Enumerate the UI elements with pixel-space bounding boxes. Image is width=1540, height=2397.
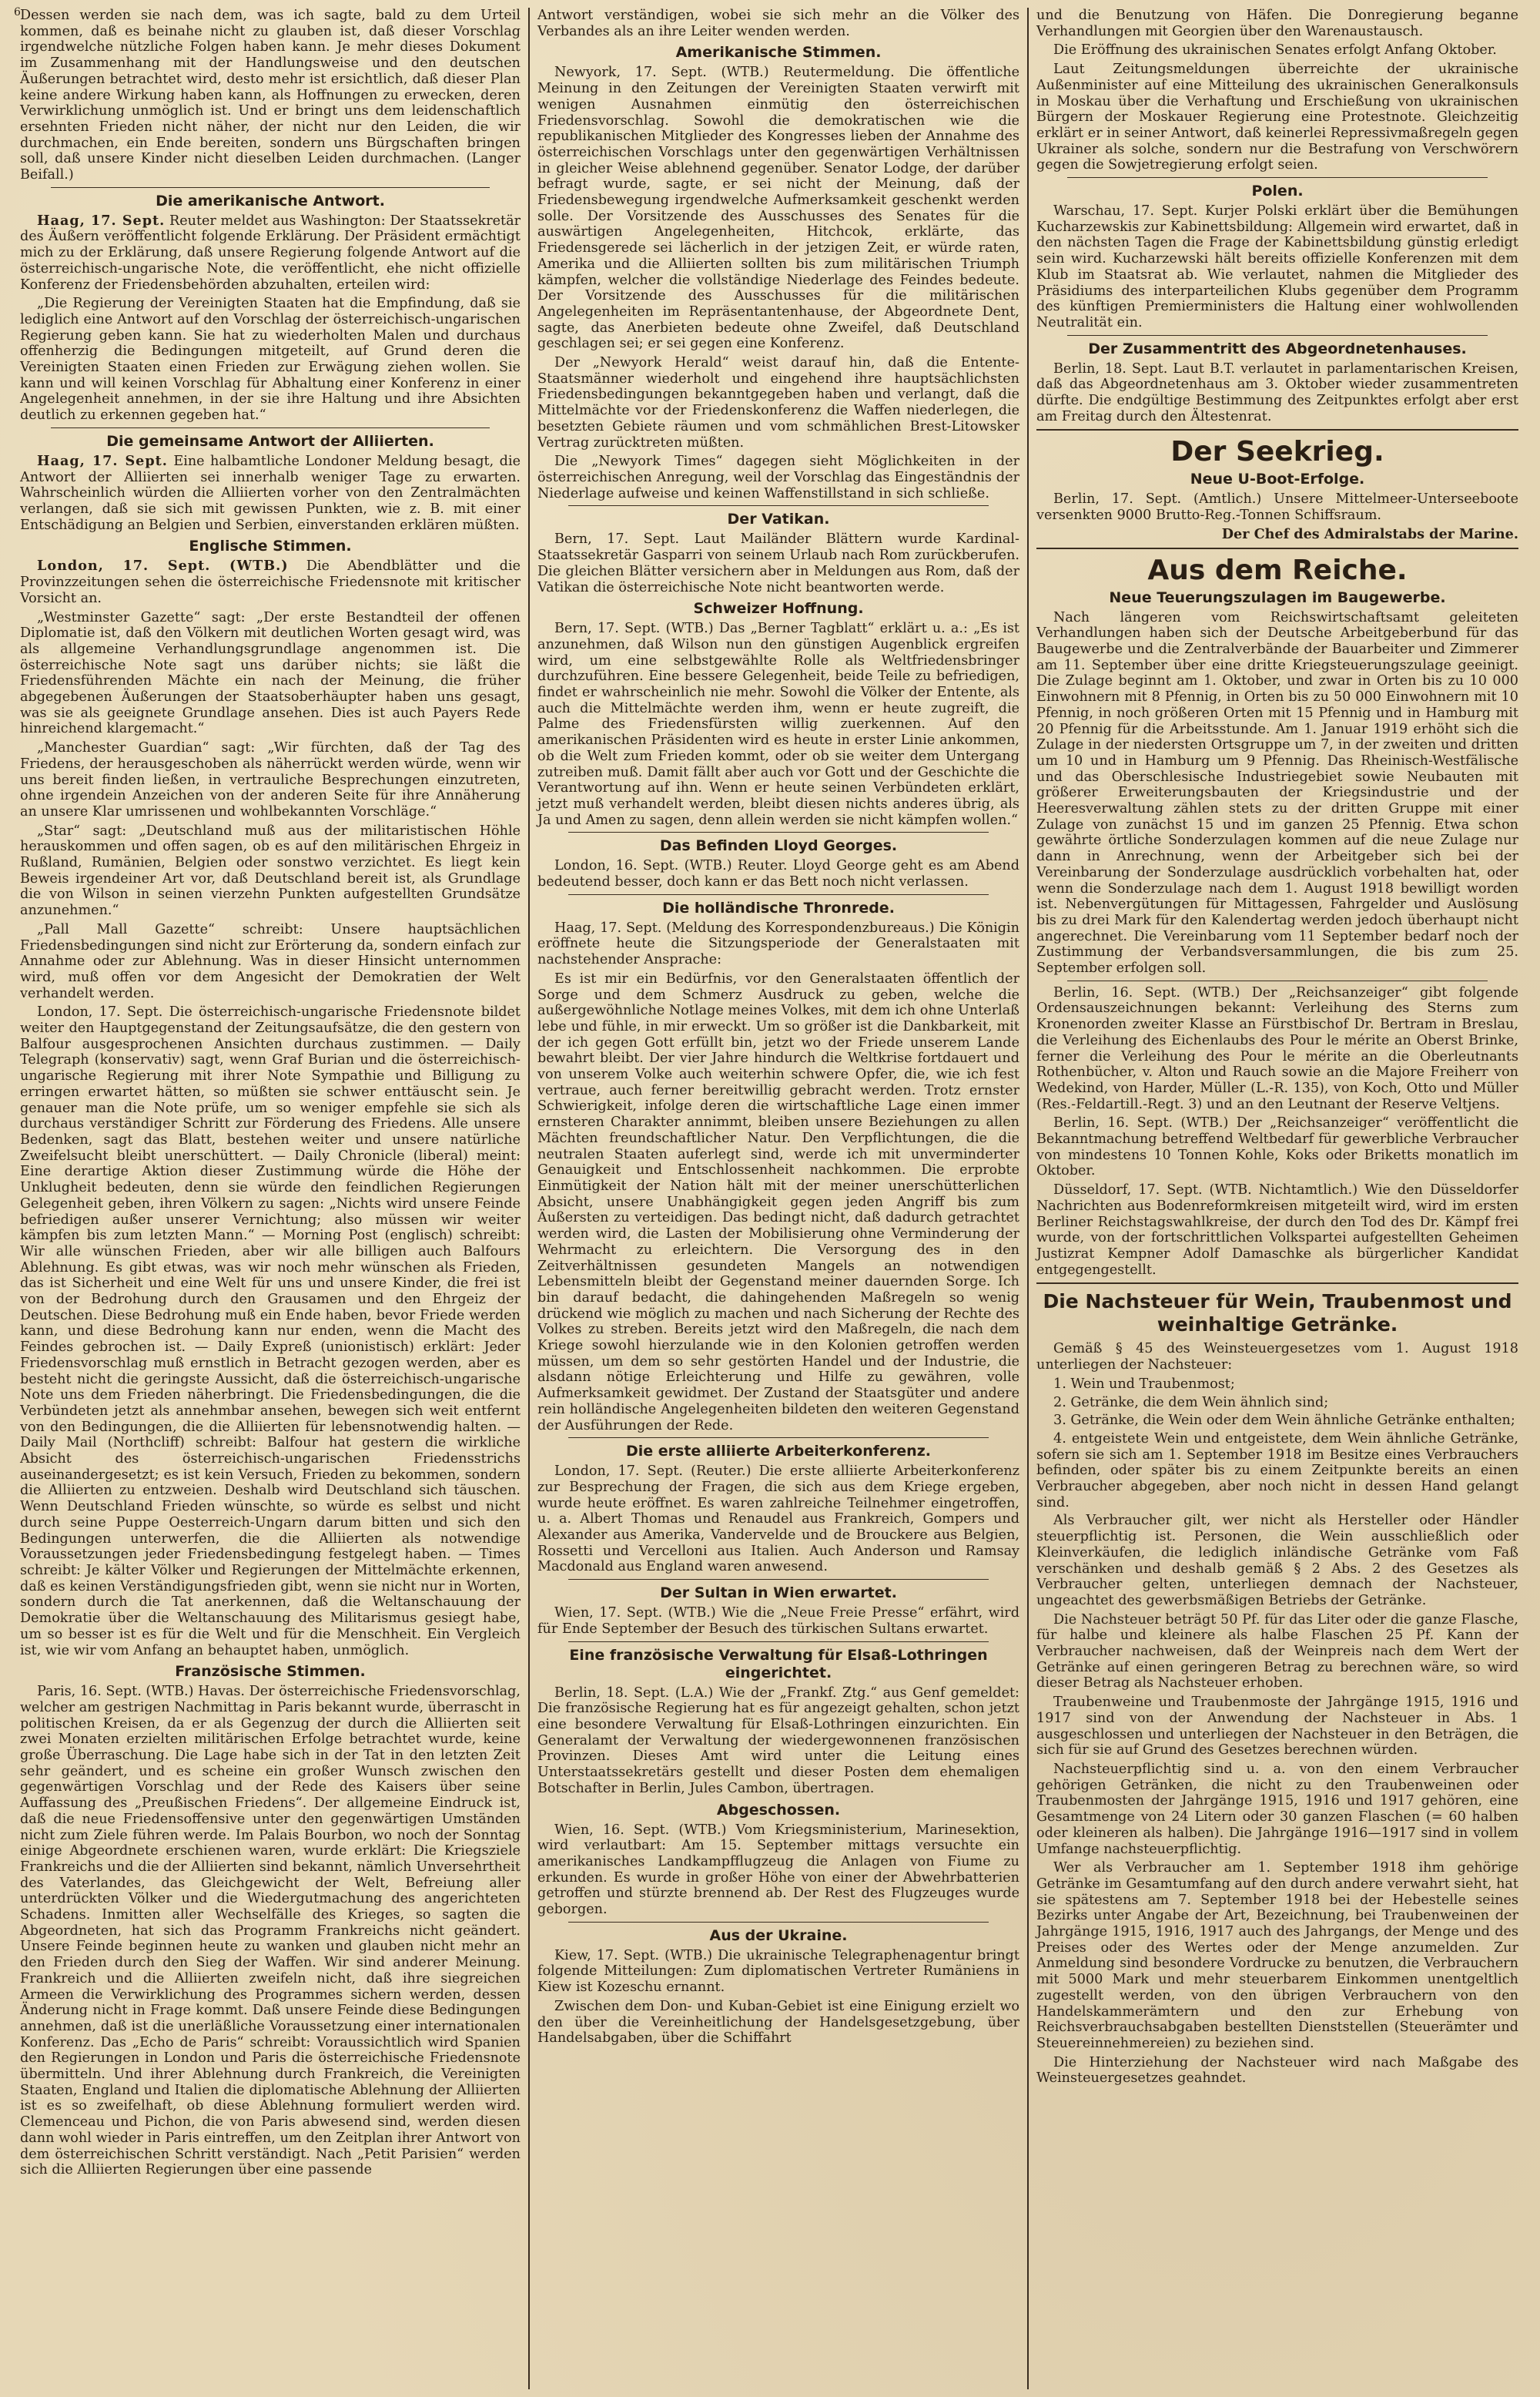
article-paragraph: Berlin, 16. Sept. (WTB.) Der „Reichsanzeiger“ veröffentlicht die Bekanntmachung betreffend Weltbedarf für gewerbliche Verbraucher von mindestens 10 Tonnen Kohle, Koks oder Briketts monatlich im Oktober. bbox=[1036, 1115, 1518, 1179]
list-item: 3. Getränke, die Wein oder dem Wein ähnliche Getränke enthalten; bbox=[1053, 1413, 1515, 1429]
dateline: Haag, 17. Sept. bbox=[37, 212, 166, 229]
divider bbox=[568, 832, 989, 833]
headline-amerikanische-antwort: Die amerikanische Antwort. bbox=[156, 192, 385, 210]
headline-sultan: Der Sultan in Wien erwartet. bbox=[660, 1584, 897, 1602]
article-paragraph: Düsseldorf, 17. Sept. (WTB. Nichtamtlich.) Wie den Düsseldorfer Nachrichten aus Bodenreformkreisen mitgeteilt wird, wird im ersten Berliner Reichstagswahlkreise, der durch den Tod des Dr. Kämpf frei wurde, von der fortschrittlichen Volkspartei aufgestellten Geheimen Justizrat Kempner Adolf Damaschke als bürgerlicher Kandidat entgegengestellt. bbox=[1036, 1182, 1518, 1278]
headline-englische-stimmen: Englische Stimmen. bbox=[189, 538, 352, 555]
headline-polen: Polen. bbox=[1251, 183, 1304, 200]
article-paragraph: Nachsteuerpflichtig sind u. a. von den einem Verbraucher gehörigen Getränken, die nicht zu den Traubenweinen oder Traubenmosten der Jahrgänge 1915, 1916 und 1917 gehören, eine Gesamtmenge von 24 Litern oder 30 ganzen Flaschen (= 60 halben oder kleineren als halben). Die Jahrgänge 1916—1917 sind in vollem Umfange nachsteuerpflichtig. bbox=[1036, 1761, 1518, 1857]
divider bbox=[568, 1641, 989, 1642]
headline-abgeordnetenhaus: Der Zusammentritt des Abgeordnetenhauses. bbox=[1088, 340, 1467, 357]
headline-nachsteuer: Die Nachsteuer für Wein, Traubenmost und weinhaltige Getränke. bbox=[1043, 1290, 1512, 1336]
article-paragraph: „Die Regierung der Vereinigten Staaten hat die Empfindung, daß sie lediglich eine Antwort auf den Vorschlag der österreichisch-ungarischen Regierung geben kann. Sie hat zu wiederholten Malen und durchaus offenherzig die Bedingungen mitgeteilt, auf Grund deren die Vereinigten Staaten einen Frieden zur Erwägung ziehen wollen. Sie kann und will keinen Vorschlag für Abhaltung einer Konferenz in einer Angelegenheit annehmen, in der sie ihre Haltung und ihre Absichten deutlich zu erkennen gegeben hat.“ bbox=[20, 296, 521, 424]
article-paragraph: „Star“ sagt: „Deutschland muß aus der militaristischen Höhle herauskommen und offen sagen, ob es auf den militärischen Ehrgeiz in Rußland, Rumänien, Belgien oder sonstwo verzichtet. Es liegt kein Beweis irgendeiner Art vor, daß Deutschland bereit ist, als Grundlage die von Wilson in seinen vierzehn Punkten aufgestellten Grundsätze anzunehmen.“ bbox=[20, 823, 521, 919]
article-paragraph: „Westminster Gazette“ sagt: „Der erste Bestandteil der offenen Diplomatie ist, daß den Völkern mit deutlichen Worten gesagt wird, was als allgemeine Verhandlungsgrundlage angenommen ist. Die österreichische Note sagt uns darüber nichts; sie läßt die Friedensführenden Mächte ein nach der Meinung, die früher abgegebenen Äußerungen der Staatsoberhäupter haben uns gesagt, was sie als geeignete Grundlage ansehen. Dies ist auch Payers Rede hinreichend klargemacht.“ bbox=[20, 609, 521, 737]
divider bbox=[1067, 335, 1488, 336]
dateline: Haag, 17. Sept. bbox=[37, 452, 168, 469]
dateline: London, 17. Sept. (WTB.) bbox=[37, 558, 289, 575]
divider bbox=[51, 187, 490, 188]
article-paragraph: Antwort verständigen, wobei sie sich mehr an die Völker des Verbandes als an ihre Leiter wenden werden. bbox=[537, 8, 1019, 39]
article-paragraph: Traubenweine und Traubenmoste der Jahrgänge 1915, 1916 und 1917 sind von der Anwendung der Nachsteuer in Abs. 1 ausgeschlossen und unterliegen der Nachsteuer in den Beträgen, die sich für sie auf Grund des Gesetzes berechnen würden. bbox=[1036, 1695, 1518, 1758]
article-paragraph bbox=[20, 454, 521, 534]
headline-lloyd-george: Das Befinden Lloyd Georges. bbox=[659, 837, 898, 855]
headline-vatikan: Der Vatikan. bbox=[727, 511, 830, 528]
divider bbox=[568, 894, 989, 895]
divider bbox=[568, 1579, 989, 1580]
article-paragraph: Wien, 16. Sept. (WTB.) Vom Kriegsministerium, Marinesektion, wird verlautbart: Am 15. September mittags versuchte ein amerikanisches Landkampfflugzeug die Anlagen von Fiume zu erkunden. Es wurde in großer Höhe von einer der Abwehrbatterien getroffen und stürzte brennend ab. Der Rest des Flugzeuges wurde geborgen. bbox=[537, 1822, 1019, 1918]
article-text: Reuter meldet aus Washington: Der Staatssekretär des Äußern veröffentlicht folgende Erklärung. Der Präsident ermächtigt mich zu der Erklärung, daß unsere Regierung folgende Antwort auf die österreichisch-ungarische Note, die veröffentlicht, ehe nicht offizielle Konferenz der Friedensbehörden abzuhalten, erteilen wird: bbox=[20, 213, 521, 293]
article-paragraph: Kiew, 17. Sept. (WTB.) Die ukrainische Telegraphenagentur bringt folgende Mitteilungen: Zum diplomatischen Vertreter Rumäniens in Kiew ist Kozeschu ernannt. bbox=[537, 1947, 1019, 1996]
headline-ukraine: Aus der Ukraine. bbox=[709, 1926, 848, 1944]
subheadline-teuerungszulagen: Neue Teuerungszulagen im Baugewerbe. bbox=[1109, 588, 1446, 606]
article-paragraph: London, 17. Sept. (Reuter.) Die erste alliierte Arbeiterkonferenz zur Besprechung der Fragen, die sich aus dem Kriege ergeben, wurde heute eröffnet. Es waren zahlreiche Teilnehmer eingetroffen, u. a. Albert Thomas und Renaudel aus Frankreich, Gompers und Alexander aus Amerika, Vandervelde und de Brouckere aus Belgien, Rossetti und Vercelloni aus Italien. Auch Anderson und Ramsay Macdonald aus England waren anwesend. bbox=[537, 1463, 1019, 1575]
article-paragraph: Berlin, 18. Sept. Laut B.T. verlautet in parlamentarischen Kreisen, daß das Abgeordnetenhaus am 3. Oktober wieder zusammentreten dürfte. Die endgültige Bestimmung des Zeitpunktes erfolgt aber erst am Freitag durch den Ältestenrat. bbox=[1036, 360, 1518, 424]
article-paragraph: „Pall Mall Gazette“ schreibt: Unsere hauptsächlichen Friedensbedingungen sind nicht zur Erörterung da, sondern einfach zur Annahme oder zur Ablehnung. Was in dieser Hinsicht unternommen wird, muß offen vor dem Angesicht der Demokratien der Welt verhandelt werden. bbox=[20, 921, 521, 1001]
signature: Der Chef des Admiralstabs der Marine. bbox=[1221, 525, 1518, 542]
list-item: 4. entgeistete Wein und entgeistete, dem Wein ähnliche Getränke, sofern sie sich am 1. September 1918 im Besitze eines Verbrauchers befinden, oder später bis zu einem Zeitpunkte bereits an einen Verbraucher abgegeben, aber noch nicht in dessen Hand gelangt sind. bbox=[1036, 1430, 1518, 1510]
article-paragraph: London, 17. Sept. Die österreichisch-ungarische Friedensnote bildet weiter den Hauptgegenstand der Zeitungsaufsätze, die den gestern von Balfour ausgesprochenen Ansichten durchaus zustimmen. — Daily Telegraph (konservativ) sagt, wenn Graf Burian und die österreichisch-ungarische Regierung mit ihrer Note Sympathie und Billigung zu erringen erwartet hätten, so müßten sie schwer enttäuscht sein. Je genauer man die Note prüfe, um so weniger empfehle sie sich als durchaus verständiger Schritt zur Förderung des Friedens. Alle unsere Bedenken, sagt das Blatt, bestehen weiter und unsere natürliche Zweifelsucht bleibt unerschüttert. — Daily Chronicle (liberal) meint: Eine derartige Aktion dieser Zustimmung würde die Höhe der Unklugheit bedeuten, denn sie würde den feindlichen Regierungen Gelegenheit geben, ihren Völkern zu sagen: „Nichts wird unsere Feinde befriedigen außer unserer Vernichtung; also müssen wir weiter kämpfen bis zum letzten Mann.“ — Morning Post (englisch) schreibt: Wir alle wünschen Frieden, aber wir alle billigen auch Balfours Ablehnung. Es gibt etwas, was wir noch mehr wünschen als Frieden, das ist Sicherheit und eine Welt für uns und unsere Kinder, die frei ist von der Bedrohung durch den Grausamen und den Ehrgeiz der Deutschen. Diese Bedrohung muß ein Ende haben, bevor Friede werden kann, und diese Bedrohung kann nur enden, wenn die Macht des Feindes gebrochen ist. — Daily Expreß (unionistisch) erklärt: Jeder Friedensvorschlag muß ernstlich in Betracht gezogen werden, aber es besteht nicht die geringste Aussicht, daß die österreichisch-ungarische Note uns dem Frieden näherbringt. Die Friedensbedingungen, die die Verbündeten jetzt als annehmbar ansehen, bewegen sich weit entfernt von den Bedingungen, die die Alliierten für lebensnotwendig halten. — Daily Mail (Northcliff) schreibt: Balfour hat gestern die wirkliche Absicht des österreichisch-ungarischen Friedensstrichs auseinandergesetzt; es ist kein Versuch, Frieden zu bekommen, sondern die Alliierten zu entzweien. Deshalb wird Deutschland sich täuschen. Wenn Deutschland Frieden wünschte, so würde es selbst und nicht durch seine Puppe Oesterreich-Ungarn darum bitten und sich den Bedingungen unterwerfen, die die Alliierten als notwendige Voraussetzungen jeder Friedensbedingung festgelegt haben. — Times schreibt: Je kälter Völker und Regierungen der Mittelmächte erkennen, daß es keinen Verständigungsfrieden gibt, wenn sie nicht nur in Worten, sondern durch die Tat anerkennen, daß die Weltanschauung der Demokratie über die Weltanschauung des Militarismus gesiegt habe, um so besser ist es für die Welt und für die Menschheit. Ein Vergleich ist, wie wir vom Anfang an behauptet haben, unmöglich. bbox=[20, 1004, 521, 1658]
article-paragraph: Wer als Verbraucher am 1. September 1918 ihm gehörige Getränke im Gesamtumfang auf den durch andere verwahrt sieht, hat sie spätestens am 7. September 1918 bei der Hebestelle seines Bezirks unter Angabe der Art, Bezeichnung, bei Traubenweinen der Jahrgänge 1915, 1916, 1917 auch des Jahrgangs, der Menge und des Preises oder des Wertes oder der Menge anzumelden. Zur Anmeldung sind besondere Vordrucke zu benutzen, die Verbrauchern mit 5000 Mark und mehr steuerbarem Einkommen unentgeltlich zugestellt werden, von den übrigen Verbrauchern von den Handelskammerämtern und den zur Erhebung von Reichsverbrauchsabgaben bestellten Dienststellen (Steuerämter und Steuereinnehmereien) zu beziehen sind. bbox=[1036, 1860, 1518, 2051]
article-paragraph: Der „Newyork Herald“ weist darauf hin, daß die Entente-Staatsmänner wiederholt und eingehend ihre hauptsächlichsten Friedensbedingungen bekanntgegeben haben und verlangt, daß die Mittelmächte vor der Friedenskonferenz die Waffen niederlegen, die besetzten Gebiete räumen und vom schmählichen Brest-Litowsker Vertrag zurücktreten müßten. bbox=[537, 355, 1019, 451]
article-paragraph bbox=[20, 558, 521, 606]
article-paragraph: Berlin, 17. Sept. (Amtlich.) Unsere Mittelmeer-Unterseeboote versenkten 9000 Brutto-Reg.-Tonnen Schiffsraum. bbox=[1036, 491, 1518, 524]
headline-amerikanische-stimmen: Amerikanische Stimmen. bbox=[675, 44, 882, 62]
divider bbox=[568, 1922, 989, 1923]
article-paragraph: Die Hinterziehung der Nachsteuer wird nach Maßgabe des Weinsteuergesetzes geahndet. bbox=[1036, 2054, 1518, 2087]
headline-arbeiterkonferenz: Die erste alliierte Arbeiterkonferenz. bbox=[626, 1443, 931, 1460]
article-paragraph: und die Benutzung von Häfen. Die Donregierung beganne Verhandlungen mit Georgien über den Warenaustausch. bbox=[1036, 8, 1518, 39]
article-paragraph: Nach längeren vom Reichswirtschaftsamt geleiteten Verhandlungen haben sich der Deutsche Arbeitgeberbund für das Baugewerbe und die Zentralverbände der Bauarbeiter und Zimmerer am 11. September über eine dritte Kriegsteuerungszulage geeinigt. Die Zulage beginnt am 1. Oktober, und zwar in Orten bis zu 10 000 Einwohnern mit 8 Pfennig, in Orten bis zu 50 000 Einwohnern mit 10 Pfennig, in noch größeren Orten mit 15 Pfennig und in Hamburg mit 20 Pfennig für die Arbeitsstunde. Am 1. Januar 1919 erhöht sich die Zulage in der niedersten Ortsgruppe um 7, in der zweiten und dritten um 10 und in Hamburg um 9 Pfennig. Das Rheinisch-Westfälische und das Oberschlesische Industriegebiet sowie Neubauten mit größerer Erweiterungsbauten der Kriegsindustrie und der Heeresverwaltung zählen stets zu der dritten Gruppe mit einer Zulage von zunächst 15 und im ganzen 25 Pfennig. Etwa schon gewährte örtliche Sonderzulagen kommen auf die neue Zulage nur dann in Anrechnung, wenn der Arbeitgeber sich bei der Vereinbarung der Sonderzulage ausdrücklich vorbehalten hat, oder wenn die Sonderzulage nach dem 1. August 1918 bewilligt worden ist. Nebenvergütungen für Mittagessen, Fahrgelder und Auslösung bis zu drei Mark für den Kalendertag werden jedoch überhaupt nicht angerechnet. Die Vereinbarung vom 11 September bedarf noch der Zustimmung der Verbandsversammlungen, die bis zum 25. September erfolgen soll. bbox=[1036, 609, 1518, 977]
article-text: Eine halbamtliche Londoner Meldung besagt, die Antwort der Alliierten sei innerhalb weniger Tage zu erwarten. Wahrscheinlich würden die Alliierten vorher von den Zentralmächten verlangen, daß sie sich mit gewissen Punkten, wie z. B. mit einer Entschädigung an Belgien und Serbien, einverstanden erklären müßten. bbox=[20, 453, 521, 533]
article-paragraph: Als Verbraucher gilt, wer nicht als Hersteller oder Händler steuerpflichtig ist. Personen, die Wein ausschließlich oder Kleinverkäufen, die lediglich inländische Getränke vom Faß verschänken und deshalb gemäß § 2 Abs. 2 des Gesetzes als Verbraucher gelten, unterliegen demnach der Nachsteuer, ungeachtet des gewerbsmäßigen Betriebs der Getränke. bbox=[1036, 1513, 1518, 1608]
article-paragraph: Es ist mir ein Bedürfnis, vor den Generalstaaten öffentlich der Sorge und dem Schmerz Ausdruck zu geben, welche die außergewöhnliche Notlage meines Volkes, mit dem ich ohne Unterlaß lebe und fühle, in mir erweckt. Um so größer ist die Dankbarkeit, mit der ich gegen Gott erfüllt bin, jetzt wo der Friede unserem Lande bewahrt bleibt. Der vier Jahre hindurch die Weltkrise fortdauert und von unserem Volke auch weiterhin schwere Opfer, die, wie ich fest vertraue, auch ferner bereitwillig gebracht werden. Trotz ernster Schwierigkeit, infolge deren die wirtschaftliche Lage einen immer ernsteren Charakter annimmt, bleiben unsere Beziehungen zu allen Mächten freundschaftlicher Natur. Den Verpflichtungen, die die neutralen Staaten auferlegt sind, werde ich mit unverminderter Genauigkeit und Entschlossenheit nachkommen. Die erprobte Einmütigkeit der Nation hält mit der meiner unerschütterlichen Absicht, unsere Unabhängigkeit gegen jeden Angriff bis zum Äußersten zu verteidigen. Das bedingt nicht, daß dadurch getrachtet werden wird, die Lasten der Mobilisierung ohne Verminderung der Wehrmacht zu erleichtern. Die Versorgung des in den Zeitverhältnissen gesundeten Mangels an notwendigen Lebensmitteln bleibt der Gegenstand meiner dauernden Sorge. Ich bin darauf bedacht, die dahingehenden Maßregeln so wenig drückend wie möglich zu machen und nach Sicherung der Rechte des Volkes zu streben. Bereits jetzt wird den Maßregeln, die nach dem Kriege sowohl hierzulande wie in den Kolonien getroffen werden müssen, um dem so sehr gestörten Handel und der Industrie, die alsdann nötige Erleichterung und Hilfe zu gewähren, volle Aufmerksamkeit gewidmet. Der Zustand der Staatsgüter und andere rein holländische Angelegenheiten bildeten den weiteren Gegenstand der Ausführungen der Rede. bbox=[537, 971, 1019, 1433]
article-paragraph: Haag, 17. Sept. (Meldung des Korrespondenzbureaus.) Die Königin eröffnete heute die Sitzungsperiode der Generalstaaten mit nachstehender Ansprache: bbox=[537, 920, 1019, 968]
columns bbox=[12, 8, 1528, 2389]
headline-gemeinsame-antwort: Die gemeinsame Antwort der Alliierten. bbox=[106, 432, 434, 450]
article-paragraph: Berlin, 18. Sept. (L.A.) Wie der „Frankf. Ztg.“ aus Genf gemeldet: Die französische Regierung hat es für angezeigt gehalten, schon jetzt eine besondere Verwaltung für Elsaß-Lothringen einzurichten. Ein Generalamt der Verwaltung der wiedergewonnenen französischen Provinzen. Dieses Amt wird unter die Leitung eines Unterstaatssekretärs gestellt und dieser Posten dem ehemaligen Botschafter in Berlin, Jules Cambon, übertragen. bbox=[537, 1685, 1019, 1796]
article-paragraph: Die Nachsteuer beträgt 50 Pf. für das Liter oder die ganze Flasche, für halbe und kleinere als halbe Flaschen 25 Pf. Kann der Verbraucher nachweisen, daß der Weinpreis nach dem Wert der Getränke auf einen geringeren Betrag zu berechnen wäre, so wird dieser Betrag als Nachsteuer erhoben. bbox=[1036, 1611, 1518, 1691]
headline-seekrieg: Der Seekrieg. bbox=[1170, 436, 1384, 468]
article-paragraph: Die Eröffnung des ukrainischen Senates erfolgt Anfang Oktober. bbox=[1053, 42, 1497, 59]
article-paragraph: Berlin, 16. Sept. (WTB.) Der „Reichsanzeiger“ gibt folgende Ordensauszeichnungen bekannt: Verleihung des Sterns zum Kronenorden zweiter Klasse an Fürstbischof Dr. Bertram in Breslau, die Verleihung des Eichenlaubs des Pour le mérite an Oberst Brinke, ferner die Verleihung des Pour le mérite an die Oberleutnants Rothenbücher, v. Alton und Rauch sowie an die Majore Freiherr von Wedekind, von Harder, Müller (L.-R. 135), von Koch, Otto und Müller (Res.-Feldartill.-Regt. 3) und an den Leutnant der Reserve Veltjens. bbox=[1036, 984, 1518, 1112]
article-paragraph: Wien, 17. Sept. (WTB.) Wie die „Neue Freie Presse“ erfährt, wird für Ende September der Besuch des türkischen Sultans erwartet. bbox=[537, 1605, 1019, 1637]
headline-abgeschossen: Abgeschossen. bbox=[716, 1801, 841, 1819]
list-item: 1. Wein und Traubenmost; bbox=[1053, 1376, 1235, 1392]
article-paragraph bbox=[20, 213, 521, 293]
article-paragraph: Gemäß § 45 des Weinsteuergesetzes vom 1. August 1918 unterliegen der Nachsteuer: bbox=[1036, 1341, 1518, 1373]
article-paragraph: Die „Newyork Times“ dagegen sieht Möglichkeiten in der österreichischen Anregung, weil der Vorschlag das Eingeständnis der Niederlage aufweise und keinen Waffenstillstand in sich schließe. bbox=[537, 454, 1019, 501]
article-paragraph: Newyork, 17. Sept. (WTB.) Reutermeldung. Die öffentliche Meinung in den Zeitungen der Vereinigten Staaten verwirft mit wenigen Ausnahmen einmütig den österreichischen Friedensvorschlag. Sowohl die demokratischen wie die republikanischen Mitglieder des Kongresses lieben der Annahme des österreichischen Vorschlags unter den gegenwärtigen Verhältnissen in gleicher Weise ablehnend gegenüber. Senator Lodge, der darüber befragt wurde, sagte, er sei nicht der Meinung, daß der Friedensbewegung irgendwelche Aufmerksamkeit geschenkt werden solle. Der Vorsitzende des Ausschusses des Senates für die auswärtigen Angelegenheiten, Hitchcok, erklärte, das Friedensgerede sei lächerlich in der jetzigen Zeit, er würde raten, Amerika und die Alliierten sollten bis zum militärischen Triumph kämpfen, welcher die vollständige Niederlage des Feindes bedeute. Der Vorsitzende des Ausschusses für die militärischen Angelegenheiten im Repräsentantenhause, der Abgeordnete Dent, sagte, das Anerbieten bedeute ohne Zweifel, daß Deutschland geschlagen sei; er sei gegen eine Konferenz. bbox=[537, 65, 1019, 352]
article-paragraph: Laut Zeitungsmeldungen überreichte der ukrainische Außenminister auf eine Mitteilung des ukrainischen Generalkonsuls in Moskau über die Verhaftung und Erschießung von ukrainischen Bürgern der Moskauer Regierung eine Protestnote. Gleichzeitig erklärt er in seiner Antwort, daß keinerlei Repressivmaßregeln gegen Ukrainer als solche, sondern nur die Bestrafung von Verschwörern gegen die Sowjetregierung erfolgt seien. bbox=[1036, 62, 1518, 173]
headline-franzoesische-stimmen: Französische Stimmen. bbox=[175, 1663, 366, 1681]
divider bbox=[568, 1437, 989, 1438]
divider bbox=[1036, 1282, 1518, 1284]
divider bbox=[568, 505, 989, 506]
column-1 bbox=[12, 8, 528, 2389]
divider bbox=[1036, 548, 1518, 549]
column-3 bbox=[1027, 8, 1526, 2389]
article-paragraph: Warschau, 17. Sept. Kurjer Polski erklärt über die Bemühungen Kucharzewskis zur Kabinettsbildung: Allgemein wird erwartet, daß in den nächsten Tagen die Frage der Kabinettsbildung günstig erledigt sein wird. Kucharzewski hält bereits offizielle Konferenzen mit dem Klub im Staatsrat ab. Wie verlautet, nahmen die Mitglieder des Präsidiums des interparteilichen Klubs gegenüber dem Programm des künftigen Premierministers die Haltung einer wohlwollenden Neutralität ein. bbox=[1036, 203, 1518, 330]
article-paragraph: „Manchester Guardian“ sagt: „Wir fürchten, daß der Tag des Friedens, der herausgeschoben als näherrückt werden würde, wenn wir uns bereit finden ließen, in vertrauliche Besprechungen einzutreten, ohne irgendein Anzeichen von der anderen Seite für ihre Annäherung an unsere Klar umrissenen und wohlbekannten Vorschläge.“ bbox=[20, 740, 521, 820]
headline-elsass-lothringen: Eine französische Verwaltung für Elsaß-Lothringen eingerichtet. bbox=[569, 1646, 988, 1681]
divider bbox=[1067, 177, 1488, 178]
article-paragraph: Paris, 16. Sept. (WTB.) Havas. Der österreichische Friedensvorschlag, welcher am gestrigen Nachmittag in Paris bekannt wurde, überrascht in politischen Kreisen, da er als Gegenzug der durch die Alliierten seit zwei Monaten erzielten militärischen Erfolge betrachtet wurde, keine große Überraschung. Die Lage habe sich in der Tat in den letzten Zeit sehr geändert, und es scheine ein großer Wunsch zwischen den gegenwärtigen Vorschlag und der Rede des Kaisers über seine Auffassung des „Preußischen Friedens“. Der allgemeine Eindruck ist, daß die neue Friedensoffensive unter den gegenwärtigen Umständen nicht zum Ziele führen werde. Im Palais Bourbon, wo noch der Sonntag einige Abgeordnete erschienen waren, wurde erklärt: Die Kriegsziele Frankreichs und die der Alliierten sind bekannt, nämlich Unversehrtheit des Vaterlandes, das Gleichgewicht der Welt, Befreiung aller unterdrückten Völker und die Wiedergutmachung des angerichteten Schadens. Inmitten aller Wechselfälle des Krieges, so sagten die Abgeordneten, hat sich das Programm Frankreichs nicht geändert. Unsere Feinde beginnen heute zu wanken und glauben nicht mehr an den Frieden durch den Sieg der Waffen. Wir sind anderer Meinung. Frankreich und die Alliierten zweifeln nicht, daß ihre siegreichen Armeen die Verwirklichung des Programmes sichern werden, dessen Änderung nicht in Frage kommt. Daß unsere Feinde diese Bedingungen annehmen, daß ist die unerläßliche Voraussetzung einer internationalen Konferenz. Das „Echo de Paris“ schreibt: Voraussichtlich wird Spanien den Regierungen in London und Paris die österreichische Friedensnote übermitteln. Und ihrer Ablehnung durch Frankreich, die Vereinigten Staaten, England und Italien die diplomatische Ablehnung der Alliierten ist es so zweifelhaft, ob diese Ablehnung formuliert werden wird. Clemenceau und Pichon, die von Paris abwesend sind, werden diesen dann wohl wieder in Paris eintreffen, um den Zeitplan ihrer Antwort von dem österreichischen Schritt verständigt. Nach „Petit Parisien“ werden sich die Alliierten Regierungen über eine passende bbox=[20, 1684, 521, 2178]
divider bbox=[51, 427, 490, 428]
headline-aus-dem-reiche: Aus dem Reiche. bbox=[1147, 554, 1408, 586]
item-list bbox=[1036, 1376, 1518, 1511]
list-item: 2. Getränke, die dem Wein ähnlich sind; bbox=[1053, 1394, 1329, 1410]
headline-hollaendische-thronrede: Die holländische Thronrede. bbox=[662, 899, 895, 917]
page-number: 6 bbox=[14, 6, 21, 18]
article-paragraph: London, 16. Sept. (WTB.) Reuter. Lloyd George geht es am Abend bedeutend besser, doch kann er das Bett noch nicht verlassen. bbox=[537, 858, 1019, 890]
divider bbox=[1036, 429, 1518, 431]
article-paragraph: Dessen werden sie nach dem, was ich sagte, bald zu dem Urteil kommen, daß es beinahe nicht zu glauben ist, daß dieser Vorschlag irgendwelche nützliche Folgen haben kann. Je mehr dieses Dokument im Zusammenhang mit der Handlungsweise und den deutschen Äußerungen betrachtet wird, desto mehr ist ersichtlich, daß dieser Plan keine andere Wirkung haben kann, als Hoffnungen zu erwecken, deren Verwirklichung unmöglich ist. Und er bringt uns dem leidenschaftlich ersehnten Frieden nicht näher, der nicht nur den Leiden, die wir durchmachen, ein Ende bereiten, sondern uns Bürgschaften bringen soll, daß unsere Kinder nicht dieselben Leiden durchmachen. (Langer Beifall.) bbox=[20, 8, 521, 183]
headline-schweizer-hoffnung: Schweizer Hoffnung. bbox=[693, 600, 864, 618]
article-paragraph: Zwischen dem Don- und Kuban-Gebiet ist eine Einigung erzielt wo den über die Vereinheitlichung der Handelsgesetzgebung, über Handelsabgaben, über die Schiffahrt bbox=[537, 1998, 1019, 2047]
column-2 bbox=[528, 8, 1027, 2389]
subheadline-u-boot: Neue U-Boot-Erfolge. bbox=[1190, 471, 1365, 488]
article-paragraph: Bern, 17. Sept. (WTB.) Das „Berner Tagblatt“ erklärt u. a.: „Es ist anzunehmen, daß Wilson nun den günstigen Augenblick ergreifen wird, um eine selbstgewählte Rolle als Weltfriedensbringer durchzuführen. Eine bessere Gelegenheit, beide Teile zu befriedigen, findet er wahrscheinlich nie mehr. Sowohl die Völker der Entente, als auch die Mittelmächte werden ihm, wenn er heute zugreift, die Palme des Friedensfürsten willig zuerkennen. Auf den amerikanischen Präsidenten wird es heute in erster Linie ankommen, ob die Welt zum Frieden kommt, oder ob sie weiter dem Untergang zutreiben muß. Damit fällt aber auch vor Gott und der Geschichte die Verantwortung auf ihn. Wenn er heute seinen Verbündeten erklärt, jetzt muß verhandelt werden, bleibt diesen nichts anderes übrig, als Ja und Amen zu sagen, denn allein werden sie nicht kämpfen wollen.“ bbox=[537, 621, 1019, 828]
article-paragraph: Bern, 17. Sept. Laut Mailänder Blättern wurde Kardinal-Staatssekretär Gasparri von seinem Urlaub nach Rom zurückberufen. Die gleichen Blätter versichern aber in Meldungen aus Rom, daß der Vatikan die österreichische Note nicht beantworten werde. bbox=[537, 531, 1019, 595]
article-text: Die Abendblätter und die Provinzzeitungen sehen die österreichische Friedensnote mit kritischer Vorsicht an. bbox=[20, 558, 521, 606]
